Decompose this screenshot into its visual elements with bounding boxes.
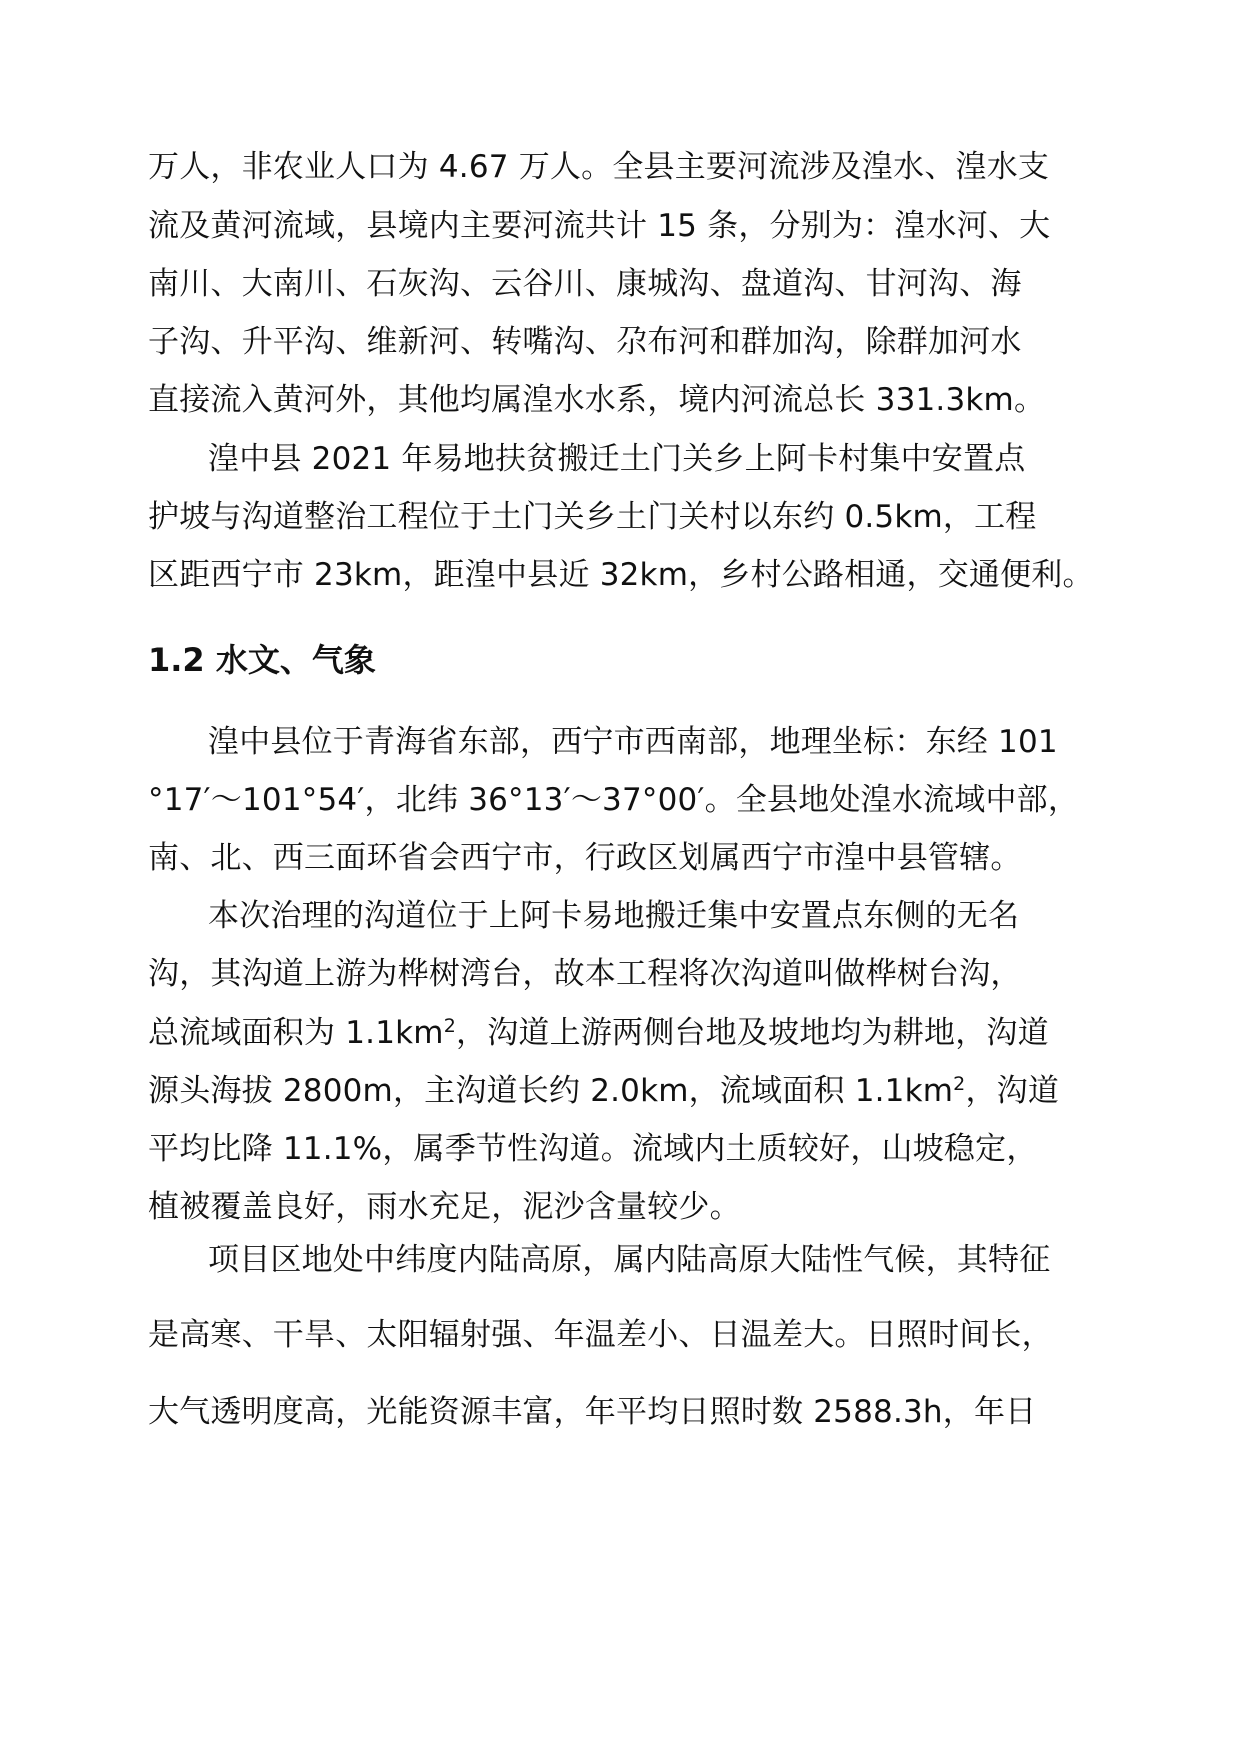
body-text-line [148,1071,1098,1111]
body-text-line: 南、北、西三面环省会西宁市，行政区划属西宁市湟中县管辖。 [148,840,1022,876]
body-text-line: 流及黄河流域，县境内主要河流共计 15 条，分别为：湟水河、大 [148,208,1051,244]
body-text-line: 项目区地处中纬度内陆高原，属内陆高原大陆性气候，其特征 [208,1242,1051,1278]
text-segment: ，沟道 [965,1073,1060,1109]
body-text-line [148,1013,1098,1053]
body-text-line: 沟，其沟道上游为桦树湾台，故本工程将次沟道叫做桦树台沟， [148,956,1022,992]
body-text-line: 万人，非农业人口为 4.67 万人。全县主要河流涉及湟水、湟水支 [148,149,1050,185]
body-text-line: 平均比降 11.1%，属季节性沟道。流域内土质较好，山坡稳定， [148,1131,1038,1167]
superscript: 2 [953,1073,966,1095]
text-segment: 源头海拔 2800m，主沟道长约 2.0km，流域面积 1.1km [148,1073,954,1109]
body-text-line: 护坡与沟道整治工程位于土门关乡土门关村以东约 0.5km，工程 [148,499,1037,535]
body-text-line: 湟中县位于青海省东部，西宁市西南部，地理坐标：东经 101 [208,724,1058,760]
text-segment: ，沟道上游两侧台地及坡地均为耕地，沟道 [456,1015,1049,1051]
body-text-line: 是高寒、干旱、太阳辐射强、年温差小、日温差大。日照时间长， [148,1317,1053,1353]
body-text-line: 区距西宁市 23km，距湟中县近 32km，乡村公路相通，交通便利。 [148,557,1094,593]
body-text-line: 南川、大南川、石灰沟、云谷川、康城沟、盘道沟、甘河沟、海 [148,266,1022,302]
body-text-line: °17′～101°54′，北纬 36°13′～37°00′。全县地处湟水流域中部， [148,782,1080,818]
body-text-line: 大气透明度高，光能资源丰富，年平均日照时数 2588.3h，年日 [148,1394,1037,1430]
text-segment: 总流域面积为 1.1km [148,1015,444,1051]
body-text-line: 子沟、升平沟、维新河、转嘴沟、尕布河和群加沟，除群加河水 [148,324,1022,360]
superscript: 2 [443,1015,457,1037]
body-text-line: 直接流入黄河外，其他均属湟水水系，境内河流总长 331.3km。 [148,382,1046,418]
body-text-line: 本次治理的沟道位于上阿卡易地搬迁集中安置点东侧的无名 [208,898,1020,934]
body-text-line: 植被覆盖良好，雨水充足，泥沙含量较少。 [148,1189,741,1225]
section-heading: 1.2 水文、气象 [148,641,376,679]
body-text-line: 湟中县 2021 年易地扶贫搬迁土门关乡上阿卡村集中安置点 [208,441,1026,477]
